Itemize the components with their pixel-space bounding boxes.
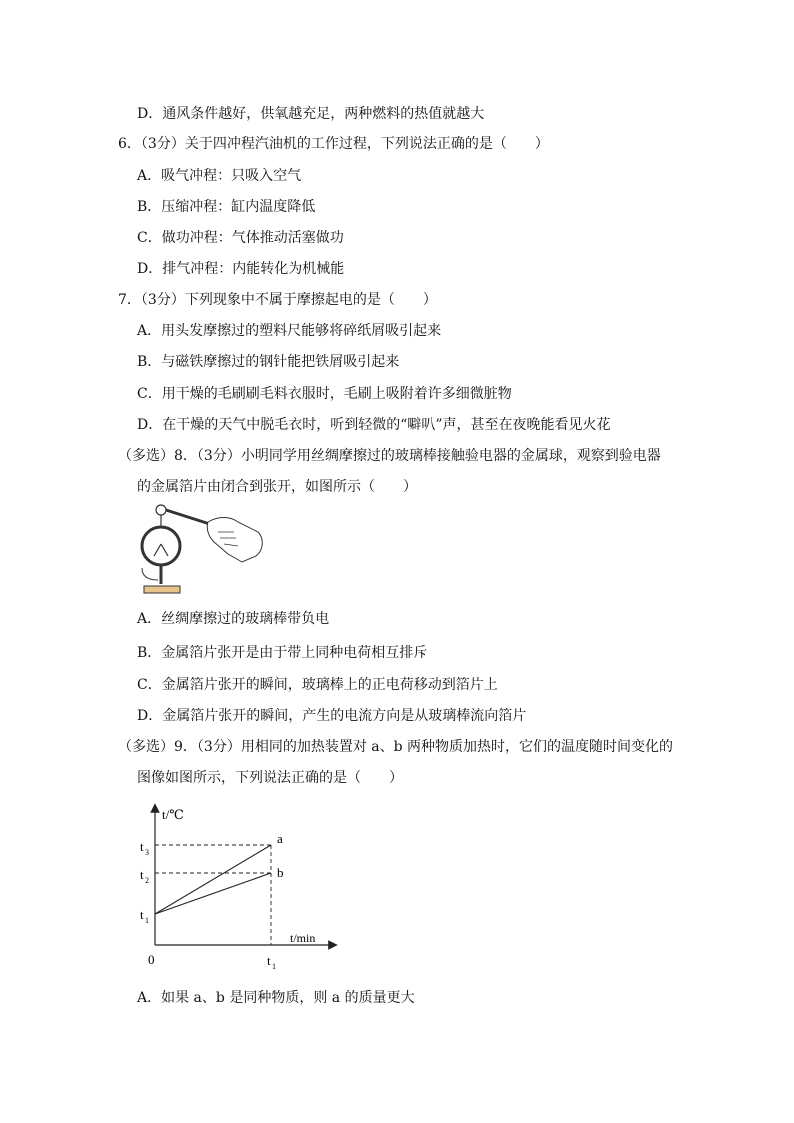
q7-option-a: A．用头发摩擦过的塑料尺能够将碎纸屑吸引起来 [137,323,442,339]
svg-text:t: t [140,907,144,922]
q7-option-d: D．在干燥的天气中脱毛衣时，听到轻微的“噼叭”声，甚至在夜晚能看见火花 [137,417,611,433]
y-tick-t3 [140,839,149,857]
q8-option-b: B．金属箔片张开是由于带上同种电荷相互排斥 [137,645,428,661]
q9-option-a: A．如果 a、b 是同种物质，则 a 的质量更大 [137,990,415,1006]
q8-stem-line1: （多选）8．（3分）小明同学用丝绸摩擦过的玻璃棒接触验电器的金属球，观察到验电器 [118,448,661,464]
temperature-time-graph [128,800,348,975]
svg-text:3: 3 [145,848,149,857]
q7-option-c: C．用干燥的毛刷刷毛料衣服时，毛刷上吸附着许多细微脏物 [137,386,512,402]
electroscope-figure [138,502,268,602]
q9-stem-line2: 图像如图所示，下列说法正确的是（ ） [137,770,403,786]
y-axis-label: t/℃ [162,807,184,822]
q6-option-b: B．压缩冲程：缸内温度降低 [137,199,316,215]
q6-option-a: A．吸气冲程：只吸入空气 [137,168,302,184]
svg-text:t: t [140,867,144,882]
svg-text:t: t [267,953,271,968]
series-a-label: a [277,831,283,846]
x-axis-label: t/min [290,931,316,945]
q8-option-d: D．金属箔片张开的瞬间，产生的电流方向是从玻璃棒流向箔片 [137,708,527,724]
q8-stem-line2: 的金属箔片由闭合到张开，如图所示（ ） [137,479,417,495]
electroscope-base [144,586,180,593]
metal-ball [156,505,166,515]
svg-text:1: 1 [145,916,149,925]
y-tick-t2 [140,867,149,885]
hand-icon [207,518,262,563]
q8-option-c: C．金属箔片张开的瞬间，玻璃棒上的正电荷移动到箔片上 [137,677,498,693]
q6-stem: 6．（3分）关于四冲程汽油机的工作过程，下列说法正确的是（ ） [118,136,549,152]
q5-option-d: D．通风条件越好，供氧越充足，两种燃料的热值就越大 [137,106,485,122]
q6-option-c: C．做功冲程：气体推动活塞做功 [137,230,344,246]
svg-text:1: 1 [272,962,276,971]
origin-label: 0 [148,952,155,967]
q7-option-b: B．与磁铁摩擦过的钢针能把铁屑吸引起来 [137,354,400,370]
series-b-label: b [277,865,284,880]
y-tick-t1 [140,907,149,925]
q9-stem-line1: （多选）9．（3分）用相同的加热装置对 a、b 两种物质加热时，它们的温度随时间变化的 [118,739,674,755]
q7-stem: 7．（3分）下列现象中不属于摩擦起电的是（ ） [118,292,437,308]
q6-option-d: D．排气冲程：内能转化为机械能 [137,261,345,277]
q8-option-a: A．丝绸摩擦过的玻璃棒带负电 [137,611,330,627]
svg-text:2: 2 [145,876,149,885]
svg-text:t: t [140,839,144,854]
x-tick-t1 [267,953,276,971]
electroscope-jar [142,527,180,565]
